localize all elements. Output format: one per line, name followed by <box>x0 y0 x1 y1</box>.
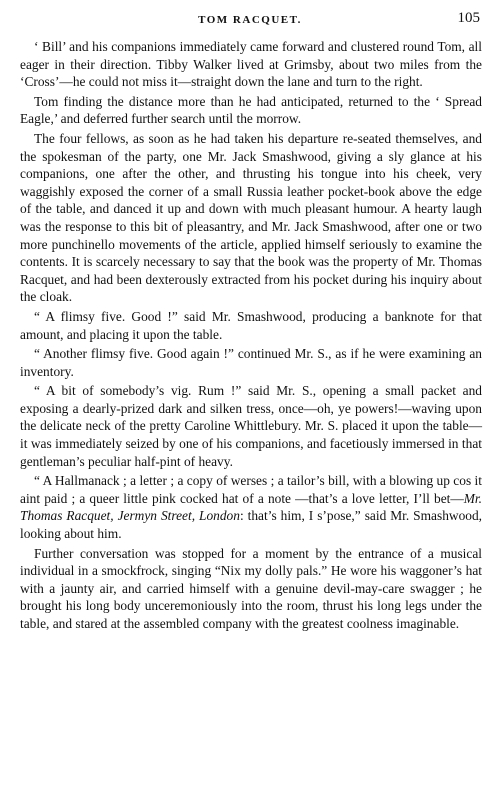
paragraph-hallmanack <box>20 472 482 542</box>
running-head <box>20 10 480 30</box>
body-text <box>20 38 482 635</box>
paragraph-somebodys-vig: “ A bit of somebody’s vig. Rum !” said Mr. S., opening a small packet and exposing a dearly-prized dark and silken tress, once—oh, ye powers!—waving upon the delicate neck of the pretty Caroline Whittlebury. Mr. S. placed it upon the table—it was immediately seized by one of his companions, and facetiously immersed in that gentleman’s peculiar half-pint of heavy. <box>20 383 482 469</box>
paragraph-flimsy-five: “ A flimsy five. Good !” said Mr. Smashwood, producing a banknote for that amount, and placing it upon the table. <box>20 308 482 342</box>
hallmanack-italic-address: Mr. Thomas Racquet, Jermyn Street, London <box>20 490 482 524</box>
hallmanack-text-start: “ A Hallmanack ; a letter ; a copy of werses ; a tailor’s bill, with a blowing up cos it aint paid ; a queer little pink cocked hat of a note —that’s a love letter, I’ll bet— <box>20 473 482 506</box>
page-number: 105 <box>457 10 480 26</box>
paragraph-further-conversation: Further conversation was stopped for a moment by the entrance of a musical individual in a smockfrock, singing “Nix my dolly pals.” He wore his waggoner’s hat with a jaunty air, and carried himself with a genuine devil-may-care swagger ; he brought his long body unceremoniously into the room, thrust his long legs under the table, and stared at the assembled company with the greatest coolness imaginable. <box>20 545 482 631</box>
paragraph-bill-companions: ‘ Bill’ and his companions immediately came forward and clustered round Tom, all eager in their direction. Tibby Walker lived at Grimsby, about two miles from the ‘Cross’—he could not miss it—straight down the lane and turn to the right. <box>20 39 482 90</box>
running-title: TOM RACQUET. <box>198 14 302 26</box>
paragraph-four-fellows: The four fellows, as soon as he had taken his departure re-seated themselves, and the spokesman of the party, one Mr. Jack Smashwood, giving a sly glance at his companions, one after the other, and thrusting his tongue into his cheek, very waggishly exposed the corner of a small Russia leather pocket-book above the edge of the table, and danced it up and down with much pleasant humour. A hearty laugh was the response to this bit of pleasantry, and Mr. Jack Smashwood, after one or two more punchinello movements of the article, applied himself seriously to examine the contents. It is scarcely necessary to say that the book was the property of Mr. Thomas Racquet, and had been dexterously extracted from his pocket during his inquiry about the cloak. <box>20 130 482 305</box>
paragraph-another-flimsy-five: “ Another flimsy five. Good again !” continued Mr. S., as if he were examining an inventory. <box>20 346 482 379</box>
paragraph-spread-eagle: Tom finding the distance more than he had anticipated, returned to the ‘ Spread Eagle,’ and deferred further search until the morrow. <box>20 93 482 127</box>
hallmanack-text-end: : that’s him, I s’pose,” said Mr. Smashwood, looking about him. <box>20 508 482 542</box>
